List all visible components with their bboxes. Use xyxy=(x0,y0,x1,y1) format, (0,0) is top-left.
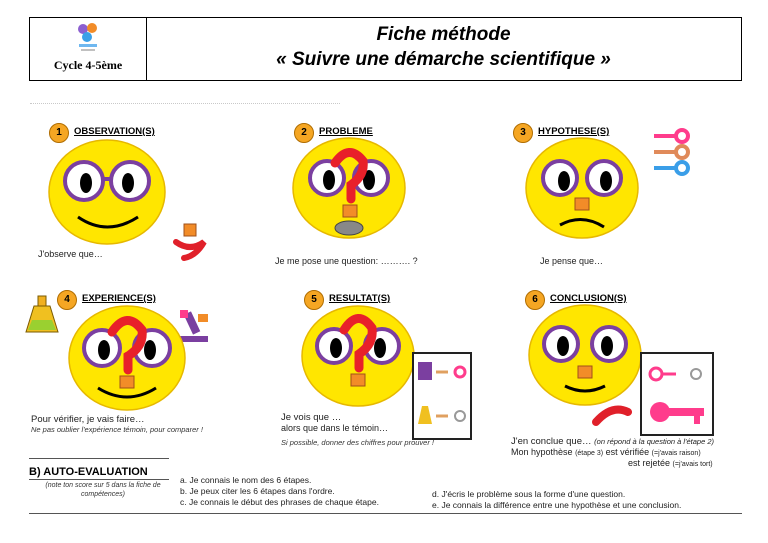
step-text: Je vois que … xyxy=(281,412,342,423)
step-number-badge: 3 xyxy=(513,123,533,143)
step-label: OBSERVATION(S) xyxy=(74,126,155,137)
step-note: Si possible, donner des chiffres pour prouver ! xyxy=(281,438,434,447)
smiley-question-icon xyxy=(296,300,421,412)
criterion-item: b. Je peux citer les 6 étapes dans l'ordre. xyxy=(180,486,335,496)
step-label: PROBLEME xyxy=(319,126,373,137)
header xyxy=(29,17,742,81)
keys-icon xyxy=(652,128,694,176)
smiley-question-icon xyxy=(62,300,192,415)
page-title: Fiche méthode xyxy=(376,24,511,45)
step-text: est vérifiée xyxy=(605,447,650,457)
cycle-label: Cycle 4-5ème xyxy=(53,58,123,72)
criterion-item: d. J'écris le problème sous la forme d'une question. xyxy=(432,489,626,499)
header-left-cell xyxy=(30,18,147,80)
smiley-face-icon xyxy=(40,133,175,251)
step-number-badge: 5 xyxy=(304,290,324,310)
smiley-face-icon xyxy=(523,300,648,410)
conclusion-line-2 xyxy=(511,447,701,457)
divider xyxy=(30,103,340,104)
step-text: Je me pose une question: ………. ? xyxy=(275,256,418,266)
step-label: EXPERIENCE(S) xyxy=(82,293,156,304)
page-subtitle: « Suivre une démarche scientifique » xyxy=(276,49,611,70)
conclusion-keys-icon xyxy=(642,354,712,434)
step-text: Je pense que… xyxy=(540,256,604,266)
step-text: Pour vérifier, je vais faire… xyxy=(31,414,145,425)
smiley-question-icon xyxy=(287,133,412,243)
step-text: alors que dans le témoin… xyxy=(281,423,389,433)
step-text: est rejetée xyxy=(628,458,671,468)
criterion-item: e. Je connais la différence entre une hypothèse et une conclusion. xyxy=(432,500,682,510)
logo-icon xyxy=(75,22,101,54)
smiley-thinking-icon xyxy=(520,133,645,243)
flask-icon xyxy=(24,294,60,336)
divider xyxy=(29,513,742,514)
magnifier-icon xyxy=(592,402,632,428)
magnifier-icon xyxy=(170,222,210,262)
criterion-item: c. Je connais le début des phrases de chaque étape. xyxy=(180,497,379,507)
step-number-badge: 4 xyxy=(57,290,77,310)
criterion-item: a. Je connais le nom des 6 étapes. xyxy=(180,475,312,485)
step-label: CONCLUSION(S) xyxy=(550,293,627,304)
experiment-keys-icon xyxy=(414,354,470,438)
auto-evaluation-note: (note ton score sur 5 dans la fiche de compétences) xyxy=(45,482,161,498)
conclusion-panel xyxy=(640,352,714,436)
step-number-badge: 2 xyxy=(294,123,314,143)
step-text: Mon hypothèse xyxy=(511,447,573,457)
step-number-badge: 6 xyxy=(525,290,545,310)
auto-evaluation-title: B) AUTO-EVALUATION xyxy=(29,466,148,478)
divider xyxy=(29,458,169,459)
step-label: HYPOTHESE(S) xyxy=(538,126,610,137)
step-note: (étape 3) xyxy=(575,450,604,457)
step-text: J'observe que… xyxy=(38,249,103,259)
conclusion-line-3 xyxy=(628,458,713,468)
results-panel xyxy=(412,352,472,440)
step-note: (=j'avais tort) xyxy=(672,461,713,468)
step-text: J'en conclue que… xyxy=(511,436,592,447)
step-label: RESULTAT(S) xyxy=(329,293,391,304)
step-note: Ne pas oublier l'expérience témoin, pour comparer ! xyxy=(31,425,203,434)
step-number-badge: 1 xyxy=(49,123,69,143)
conclusion-line-1 xyxy=(511,436,714,447)
divider xyxy=(29,479,169,480)
step-note: (=j'avais raison) xyxy=(651,450,701,457)
step-note: (on répond à la question à l'étape 2) xyxy=(594,437,715,446)
